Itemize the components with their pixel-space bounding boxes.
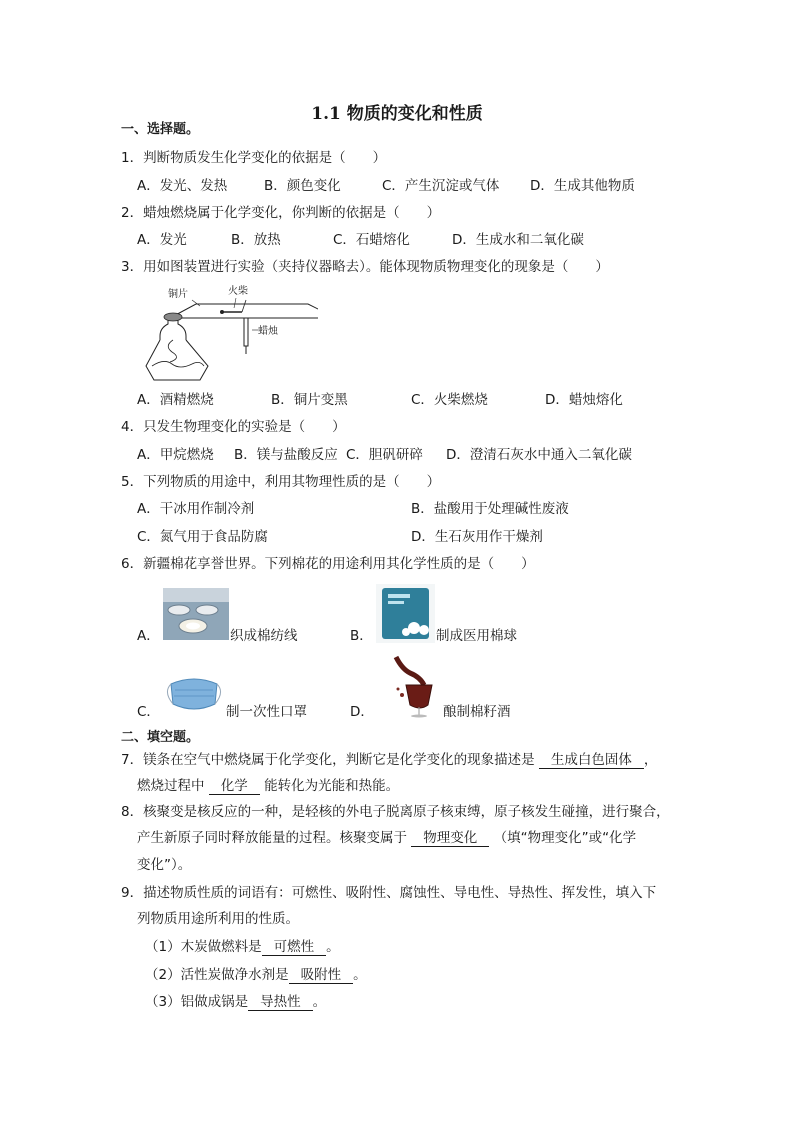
question-1-stem: 1．判断物质发生化学变化的依据是（ ）	[121, 150, 387, 166]
q8-text-2b: （填“物理变化”或“化学	[493, 830, 637, 846]
q9-item-3	[145, 993, 326, 1011]
q8-text-2: 产生新原子同时释放能量的过程。核聚变属于	[137, 830, 407, 846]
q9-item-1	[145, 938, 340, 956]
q1-option-b: B．颜色变化	[264, 178, 341, 194]
q4-option-b: B．镁与盐酸反应	[234, 447, 338, 463]
q3-option-b: B．铜片变黑	[271, 392, 348, 408]
question-2-stem: 2．蜡烛燃烧属于化学变化，你判断的依据是（ ）	[121, 205, 441, 221]
q9-item-2-text: （2）活性炭做净水剂是	[145, 967, 289, 983]
alcohol-lamp-shape	[146, 340, 208, 380]
q1-option-a: A．发光、发热	[137, 178, 228, 194]
q9-answer-2: 吸附性	[289, 967, 354, 984]
q2-option-c: C．石蜡熔化	[333, 232, 410, 248]
q6-option-a: 织成棉纺线	[230, 628, 298, 644]
q9-item-3-text: （3）铝做成锅是	[145, 994, 249, 1010]
q6-letter-a: A．	[137, 628, 160, 644]
question-7-line-1	[121, 751, 657, 769]
q7-text-2b: 能转化为光能和热能。	[264, 778, 400, 794]
q2-option-d: D．生成水和二氧化碳	[452, 232, 584, 248]
section-heading-choice: 一、选择题。	[121, 122, 200, 137]
q5-option-a: A．干冰用作制冷剂	[137, 501, 255, 517]
q1-option-c: C．产生沉淀或气体	[382, 178, 500, 194]
q2-option-a: A．发光	[137, 232, 187, 248]
label-match: 火柴	[228, 286, 248, 297]
q3-option-c: C．火柴燃烧	[411, 392, 488, 408]
q6-option-d: 酿制棉籽酒	[443, 704, 511, 720]
q9-item-2-end: 。	[353, 967, 367, 983]
q9-item-2	[145, 966, 367, 984]
section-heading-fill: 二、填空题。	[121, 730, 200, 745]
question-7-line-2	[137, 777, 399, 795]
q8-answer: 物理变化	[411, 830, 489, 847]
question-5-stem: 5．下列物质的用途中，利用其物理性质的是（ ）	[121, 474, 441, 490]
q5-option-d: D．生石灰用作干燥剂	[411, 529, 543, 545]
face-mask-photo	[163, 666, 225, 718]
question-8-line-2	[137, 829, 636, 847]
q7-answer-1: 生成白色固体	[539, 752, 644, 769]
label-copper: 铜片	[168, 289, 188, 300]
q6-letter-c: C．	[137, 704, 160, 720]
page-title: 1.1 物质的变化和性质	[311, 104, 483, 124]
q7-text-1b: ，	[643, 752, 658, 768]
q1-option-d: D．生成其他物质	[530, 178, 635, 194]
question-8-line-1: 8．核聚变是核反应的一种，是轻核的外电子脱离原子核束缚，原子核发生碰撞，进行聚合，	[121, 804, 670, 820]
q4-option-a: A．甲烷燃烧	[137, 447, 214, 463]
q2-option-b: B．放热	[231, 232, 281, 248]
cottonseed-wine-photo	[376, 655, 442, 718]
cotton-ball-package-photo	[376, 584, 435, 643]
question-9-line-2: 列物质用途所利用的性质。	[137, 911, 299, 927]
q9-item-3-end: 。	[312, 994, 327, 1010]
q7-answer-2: 化学	[209, 778, 260, 795]
q6-option-b: 制成医用棉球	[436, 628, 517, 644]
q6-letter-b: B．	[350, 628, 373, 644]
q6-option-c: 制一次性口罩	[226, 704, 307, 720]
question-8-line-3: 变化”）。	[137, 857, 192, 873]
q4-option-c: C．胆矾研碎	[346, 447, 423, 463]
q7-text-2: 燃烧过程中	[137, 778, 205, 794]
candle-shape	[244, 318, 248, 346]
q6-letter-d: D．	[350, 704, 374, 720]
question-9-line-1: 9．描述物质性质的词语有：可燃性、吸附性、腐蚀性、导电性、导热性、挥发性，填入下	[121, 885, 657, 901]
q9-answer-3: 导热性	[248, 994, 313, 1011]
label-candle: 蜡烛	[258, 326, 278, 337]
q9-item-1-text: （1）木炭做燃料是	[145, 939, 262, 955]
q3-option-d: D．蜡烛熔化	[545, 392, 623, 408]
q9-answer-1: 可燃性	[262, 939, 327, 956]
q5-option-c: C．氮气用于食品防腐	[137, 529, 268, 545]
q7-text-1: 7．镁条在空气中燃烧属于化学变化，判断它是化学变化的现象描述是	[121, 752, 535, 768]
question-3-stem: 3．用如图装置进行实验（夹持仪器略去）。能体现物质物理变化的现象是（ ）	[121, 259, 609, 275]
spinning-machine-photo	[163, 588, 229, 640]
apparatus-diagram	[138, 284, 318, 388]
q9-item-1-end: 。	[326, 939, 340, 955]
question-4-stem: 4．只发生物理变化的实验是（ ）	[121, 419, 346, 435]
q3-option-a: A．酒精燃烧	[137, 392, 214, 408]
q4-option-d: D．澄清石灰水中通入二氧化碳	[446, 447, 632, 463]
question-6-stem: 6．新疆棉花享誉世界。下列棉花的用途利用其化学性质的是（ ）	[121, 556, 535, 572]
q5-option-b: B．盐酸用于处理碱性废液	[411, 501, 569, 517]
